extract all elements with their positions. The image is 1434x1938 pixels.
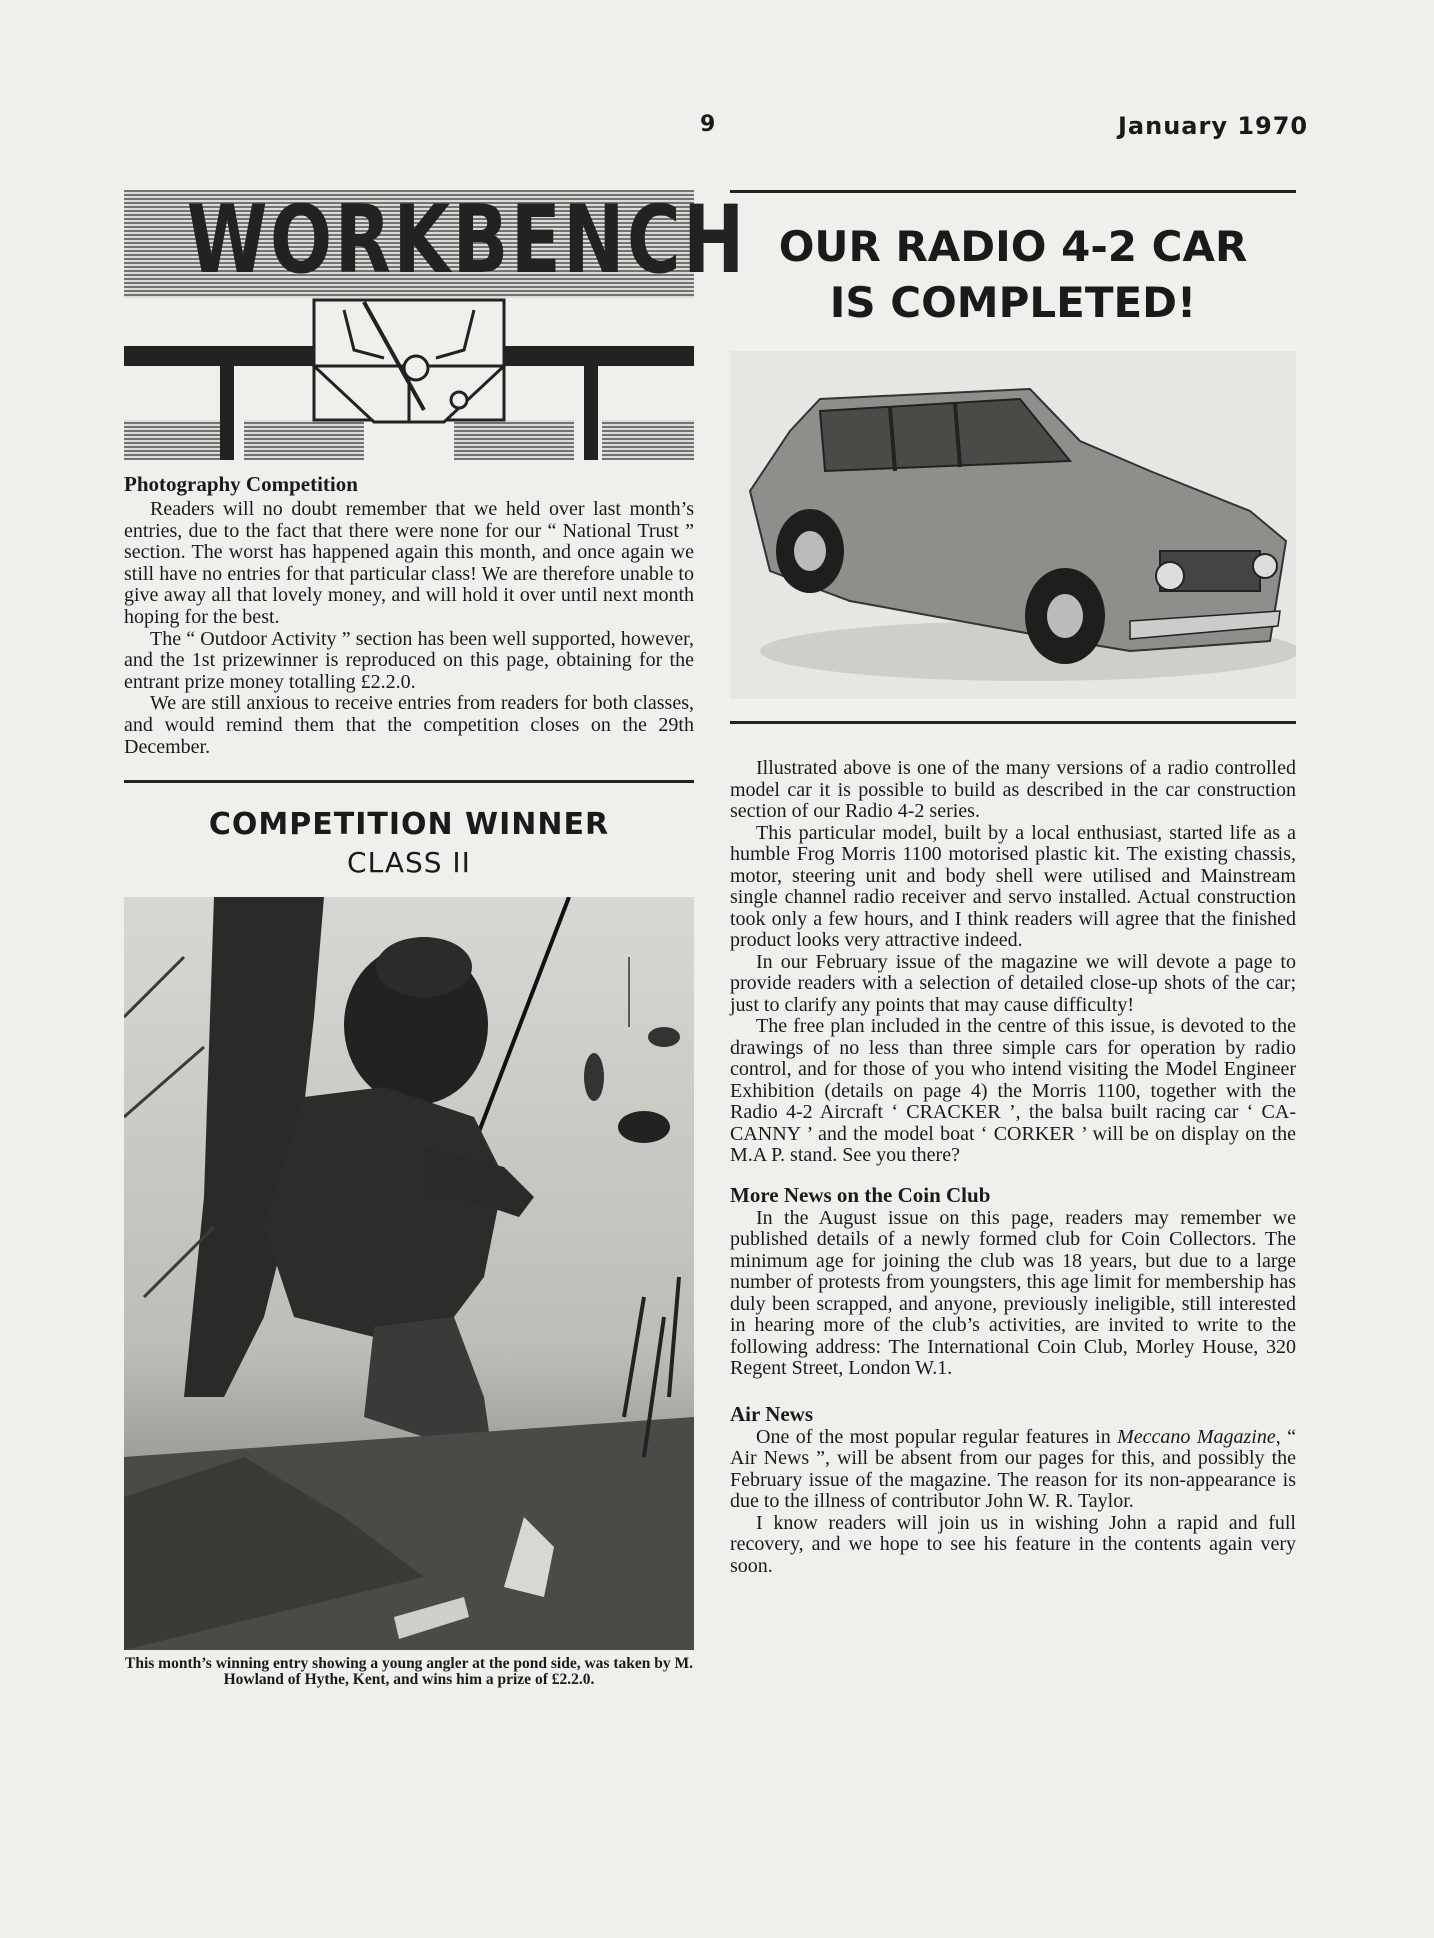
photo-caption: This month’s winning entry showing a young angler at the pond side, was taken by M. Howland of Hythe, Kent, and wins him a prize of £2.2.0. (124, 1655, 693, 1689)
divider (730, 190, 1296, 193)
left-column (124, 186, 747, 1689)
issue-date: January 1970 (1118, 112, 1309, 140)
paragraph: We are still anxious to receive entries from readers for both classes, and would remind them that the competition closes on the 29th December. (124, 692, 694, 758)
coin-club-heading: More News on the Coin Club (730, 1182, 991, 1207)
paragraph: The “ Outdoor Activity ” section has been well supported, however, and the 1st prizewinner is reproduced on this page, obtaining for the entrant prize money totalling £2.2.0. (124, 627, 694, 693)
coin-club-body (730, 1208, 1296, 1380)
title-line-1: OUR RADIO 4-2 CAR (778, 222, 1248, 271)
title-line-2: IS COMPLETED! (829, 278, 1197, 327)
air-news-text: , “ Air News ”, will be absent from our pages for this, and possibly the February issue of the magazine. The reason for its non-appearance is due to the illness of contributor John W. R. Taylor. (730, 1425, 1296, 1512)
paragraph: In our February issue of the magazine we will devote a page to provide readers with a selection of detailed close-up shots of the car; just to clarify any points that may cause difficulty! (730, 950, 1296, 1016)
paragraph: The free plan included in the centre of this issue, is devoted to the drawings of no less than three simple cars for operation by radio control, and for those of you who intend visiting the Model Engineer Exhibition (details on page 4) the Morris 1100, together with the Radio 4-2 Aircraft ‘ CRACKER ’, the balsa built racing car ‘ CA-CANNY ’ and the model boat ‘ CORKER ’ will be on display on the M.A P. stand. See you there? (730, 1015, 1296, 1166)
radio-car-body (730, 758, 1296, 1167)
right-column (730, 190, 1296, 1577)
workbench-logo (124, 186, 747, 460)
divider (124, 780, 694, 783)
divider (730, 721, 1296, 724)
workbench-title: WORKBENCH (186, 186, 747, 295)
page-number: 9 (700, 112, 716, 137)
air-news-body (730, 1427, 1296, 1578)
competition-subtitle: CLASS II (347, 846, 471, 880)
angler-photo (124, 897, 694, 1650)
photography-body (124, 499, 694, 758)
competition-title: COMPETITION WINNER (208, 807, 610, 843)
car-photo (730, 351, 1296, 699)
air-news-heading: Air News (730, 1401, 814, 1426)
paragraph (730, 1427, 1296, 1513)
air-news-text: One of the most popular regular features in (756, 1425, 1118, 1448)
magazine-name: Meccano Magazine (1117, 1425, 1276, 1448)
photography-heading: Photography Competition (124, 472, 358, 496)
radio-car-title (730, 219, 1296, 331)
paragraph: This particular model, built by a local enthusiast, started life as a humble Frog Morris 1100 motorised plastic kit. The existing chassis, motor, steering unit and body shell were utilised and Mainstream single channel radio receiver and servo installed. Actual construction took only a few hours, and I think readers will agree that the finished product looks very attractive indeed. (730, 821, 1296, 951)
paragraph: Readers will no doubt remember that we held over last month’s entries, due to the fact that there were none for our “ National Trust ” section. The worst has happened again this month, and once again we still have no entries for that particular class! We are therefore unable to give away all that lovely money, and will hold it over until next month hoping for the best. (124, 498, 694, 628)
paragraph: In the August issue on this page, readers may remember we published details of a newly formed club for Coin Collectors. The minimum age for joining the club was 18 years, but due to a large number of protests from youngsters, this age limit for membership has duly been scrapped, and anyone, previously ineligible, still interested in hearing more of the club’s activities, are invited to write to the following address: The International Coin Club, Morley House, 320 Regent Street, London W.1. (730, 1206, 1296, 1379)
paragraph: Illustrated above is one of the many versions of a radio controlled model car it is possible to build as described in the car construction section of our Radio 4-2 series. (730, 757, 1296, 822)
paragraph: I know readers will join us in wishing John a rapid and full recovery, and we hope to see his feature in the contents again very soon. (730, 1511, 1296, 1577)
